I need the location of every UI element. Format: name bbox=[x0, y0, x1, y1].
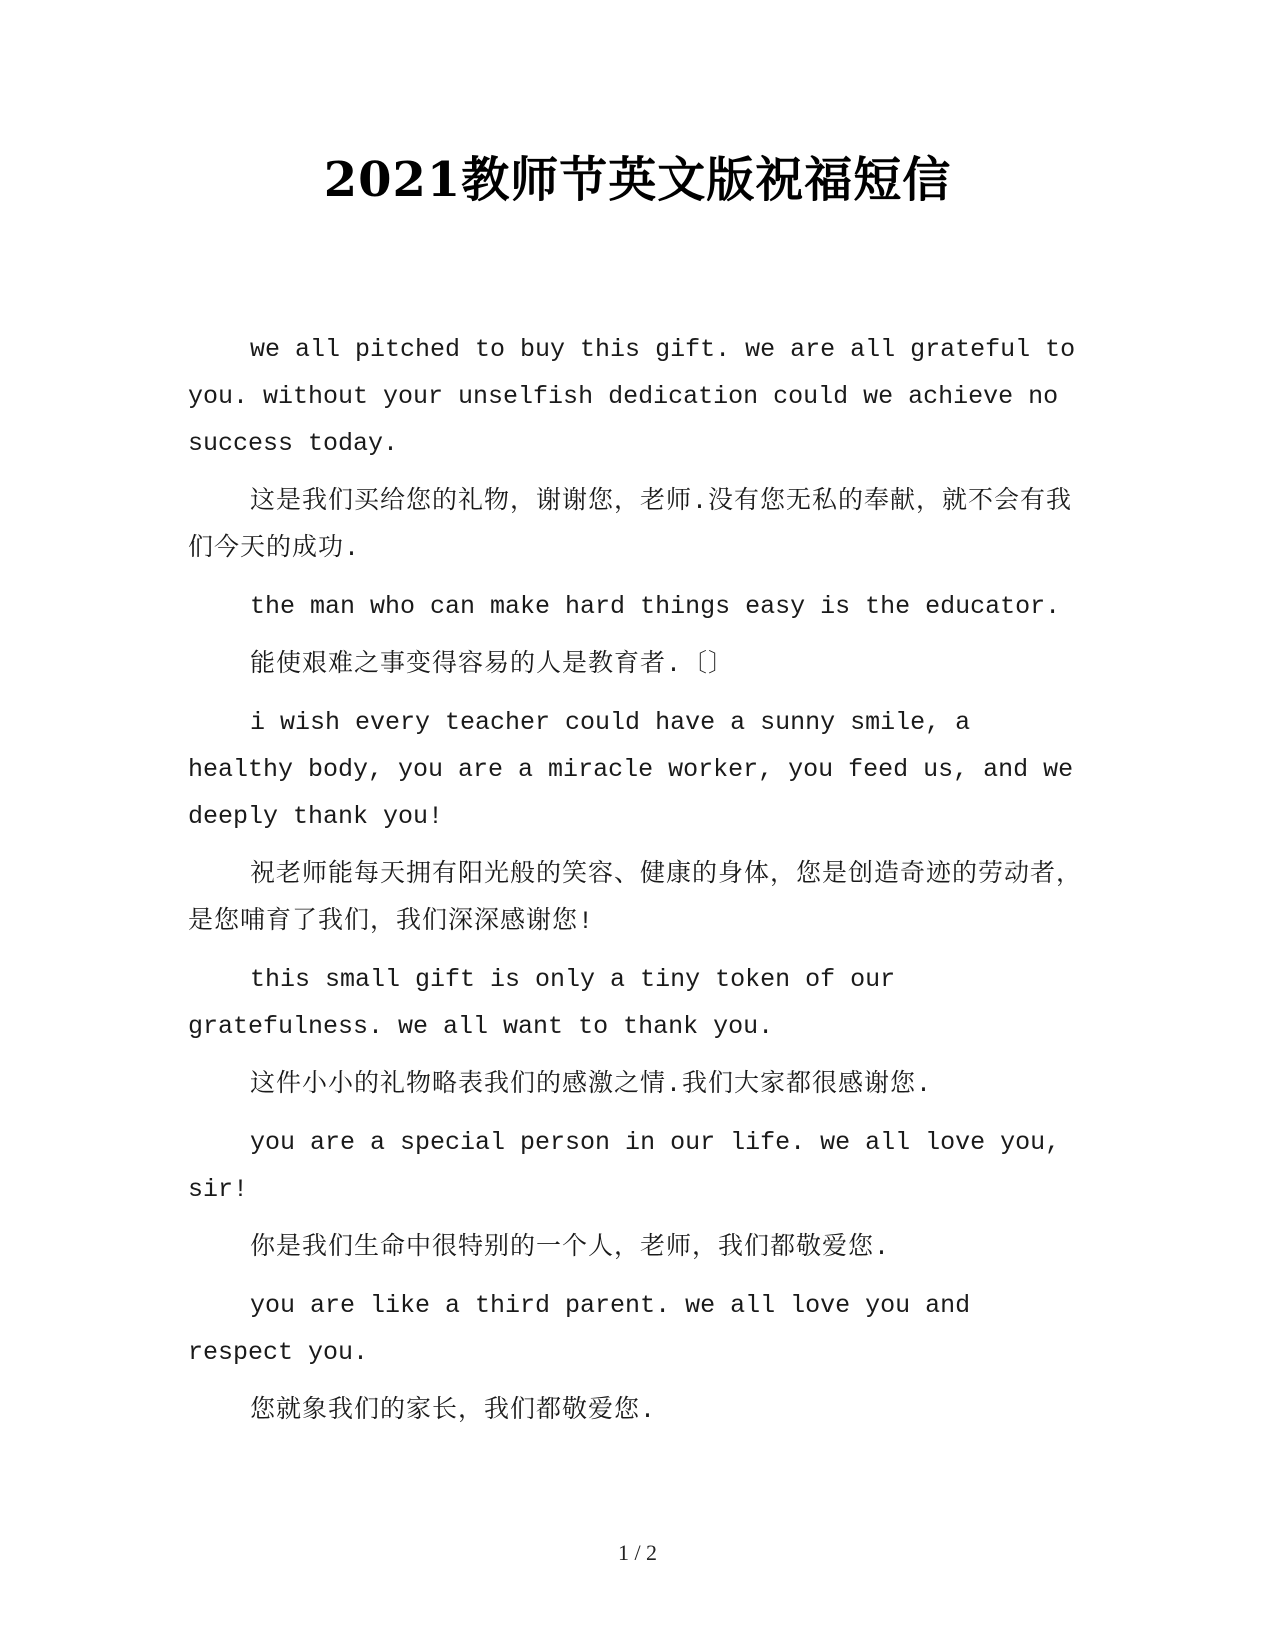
document-title: 2021教师节英文版祝福短信 bbox=[323, 152, 952, 208]
paragraph-zh-6: 您就象我们的家长，我们都敬爱您. bbox=[250, 1396, 657, 1425]
document-body bbox=[188, 326, 1088, 1445]
page-number: 1 / 2 bbox=[617, 1540, 658, 1565]
paragraph-zh-3: 祝老师能每天拥有阳光般的笑容、健康的身体，您是创造奇迹的劳动者，是您哺育了我们，我们深深感谢您! bbox=[188, 860, 1083, 936]
paragraph-zh-5: 你是我们生命中很特别的一个人，老师，我们都敬爱您. bbox=[250, 1233, 891, 1262]
paragraph-en-2: the man who can make hard things easy is the educator. bbox=[250, 592, 1061, 621]
paragraph-en-3: i wish every teacher could have a sunny smile, a healthy body, you are a miracle worker, you feed us, and we deeply thank you! bbox=[188, 708, 1074, 831]
paragraph-en-6: you are like a third parent. we all love you and respect you. bbox=[188, 1291, 971, 1367]
paragraph-en-5: you are a special person in our life. we all love you, sir! bbox=[188, 1128, 1061, 1204]
paragraph-zh-4: 这件小小的礼物略表我们的感激之情.我们大家都很感谢您. bbox=[250, 1070, 933, 1099]
paragraph-en-4: this small gift is only a tiny token of our gratefulness. we all want to thank you. bbox=[188, 965, 896, 1041]
paragraph-zh-1: 这是我们买给您的礼物，谢谢您，老师.没有您无私的奉献，就不会有我们今天的成功. bbox=[188, 487, 1073, 563]
paragraph-zh-2: 能使艰难之事变得容易的人是教育者.〔〕 bbox=[250, 650, 735, 679]
paragraph-en-1: we all pitched to buy this gift. we are all grateful to you. without your unselfish dedication could we achieve no success today. bbox=[188, 335, 1076, 458]
